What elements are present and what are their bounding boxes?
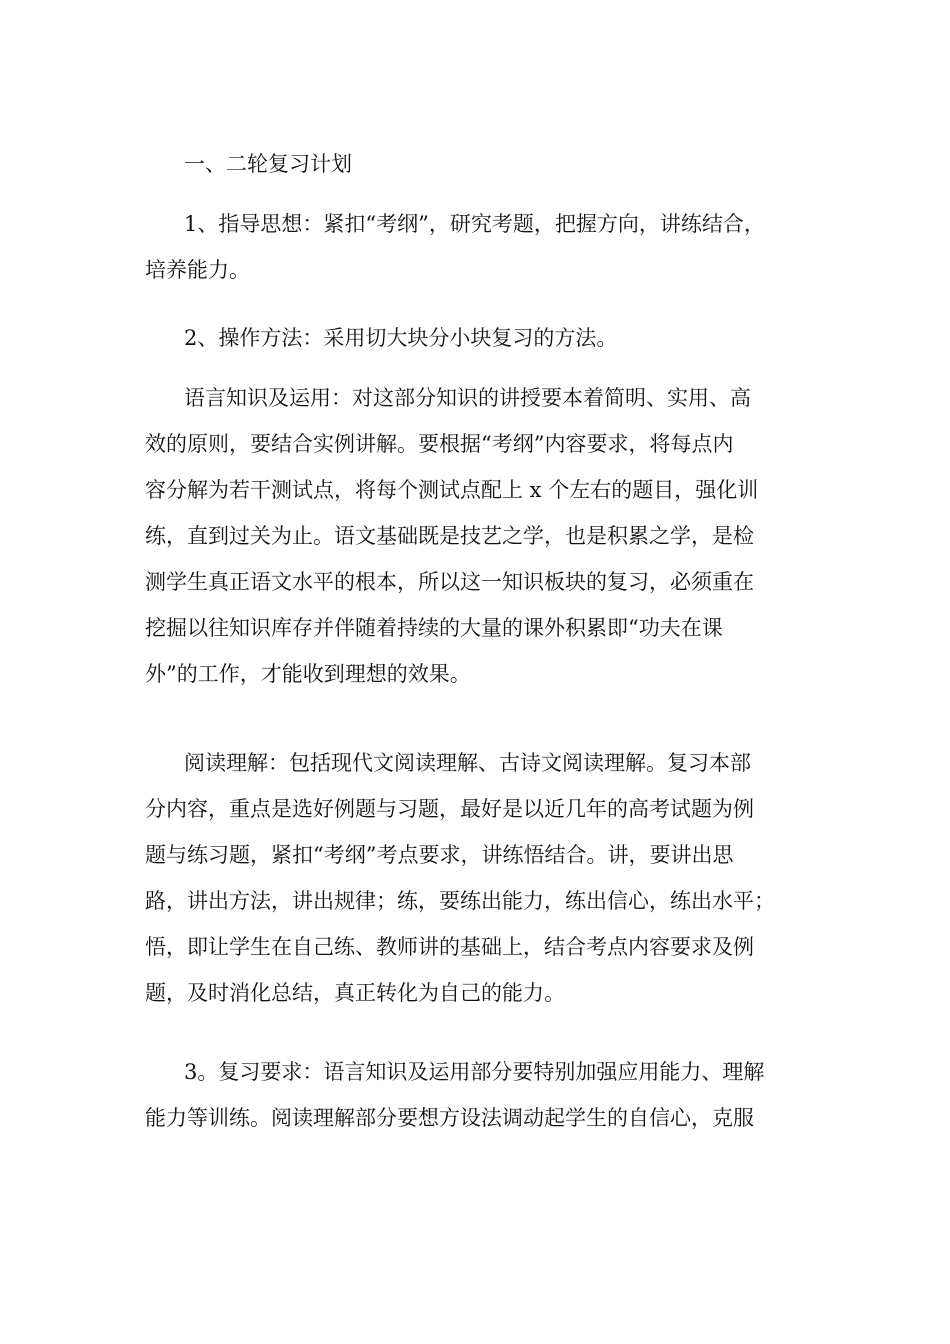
- paragraph-line: 分内容，重点是选好例题与习题，最好是以近几年的高考试题为例: [145, 797, 754, 821]
- section-heading: [145, 141, 810, 187]
- paragraph-line: 题，及时消化总结，真正转化为自己的能力。: [145, 981, 565, 1005]
- paragraph-line: 语言知识及运用：对这部分知识的讲授要本着简明、实用、高: [184, 386, 751, 410]
- paragraph-line: 练，直到过关为止。语文基础既是技艺之学，也是积累之学，是检: [145, 524, 754, 548]
- paragraph-line: 悟，即让学生在自己练、教师讲的基础上，结合考点内容要求及例: [145, 935, 754, 959]
- paragraph-review-requirements: [145, 1049, 810, 1141]
- paragraph-language-knowledge: [145, 375, 810, 697]
- paragraph-line: 外”的工作，才能收到理想的效果。: [145, 662, 471, 686]
- paragraph-line: 挖掘以往知识库存并伴随着持续的大量的课外积累即“功夫在课: [145, 616, 723, 640]
- paragraph-line: 容分解为若干测试点，将每个测试点配上 x 个左右的题目，强化训: [145, 478, 759, 502]
- paragraph-line: 培养能力。: [145, 258, 250, 282]
- paragraph-line: 效的原则，要结合实例讲解。要根据“考纲”内容要求，将每点内: [145, 432, 734, 456]
- paragraph-line: 3。复习要求：语言知识及运用部分要特别加强应用能力、理解: [184, 1060, 765, 1084]
- paragraph-line: 2、操作方法：采用切大块分小块复习的方法。: [184, 326, 618, 350]
- paragraph-line: 题与练习题，紧扣“考纲”考点要求，讲练悟结合。讲，要讲出思: [145, 843, 734, 867]
- paragraph-line: 测学生真正语文水平的根本，所以这一知识板块的复习，必须重在: [145, 570, 754, 594]
- heading-text: 一、二轮复习计划: [184, 152, 352, 176]
- paragraph-method: [145, 315, 810, 361]
- paragraph-line: 阅读理解：包括现代文阅读理解、古诗文阅读理解。复习本部: [184, 751, 751, 775]
- paragraph-guiding-idea: [145, 201, 810, 293]
- paragraph-line: 1、指导思想：紧扣“考纲”，研究考题，把握方向，讲练结合，: [184, 212, 765, 236]
- paragraph-reading-comprehension: [145, 740, 810, 1016]
- paragraph-line: 能力等训练。阅读理解部分要想方设法调动起学生的自信心，克服: [145, 1106, 754, 1130]
- paragraph-line: 路，讲出方法，讲出规律；练，要练出能力，练出信心，练出水平；: [145, 889, 775, 913]
